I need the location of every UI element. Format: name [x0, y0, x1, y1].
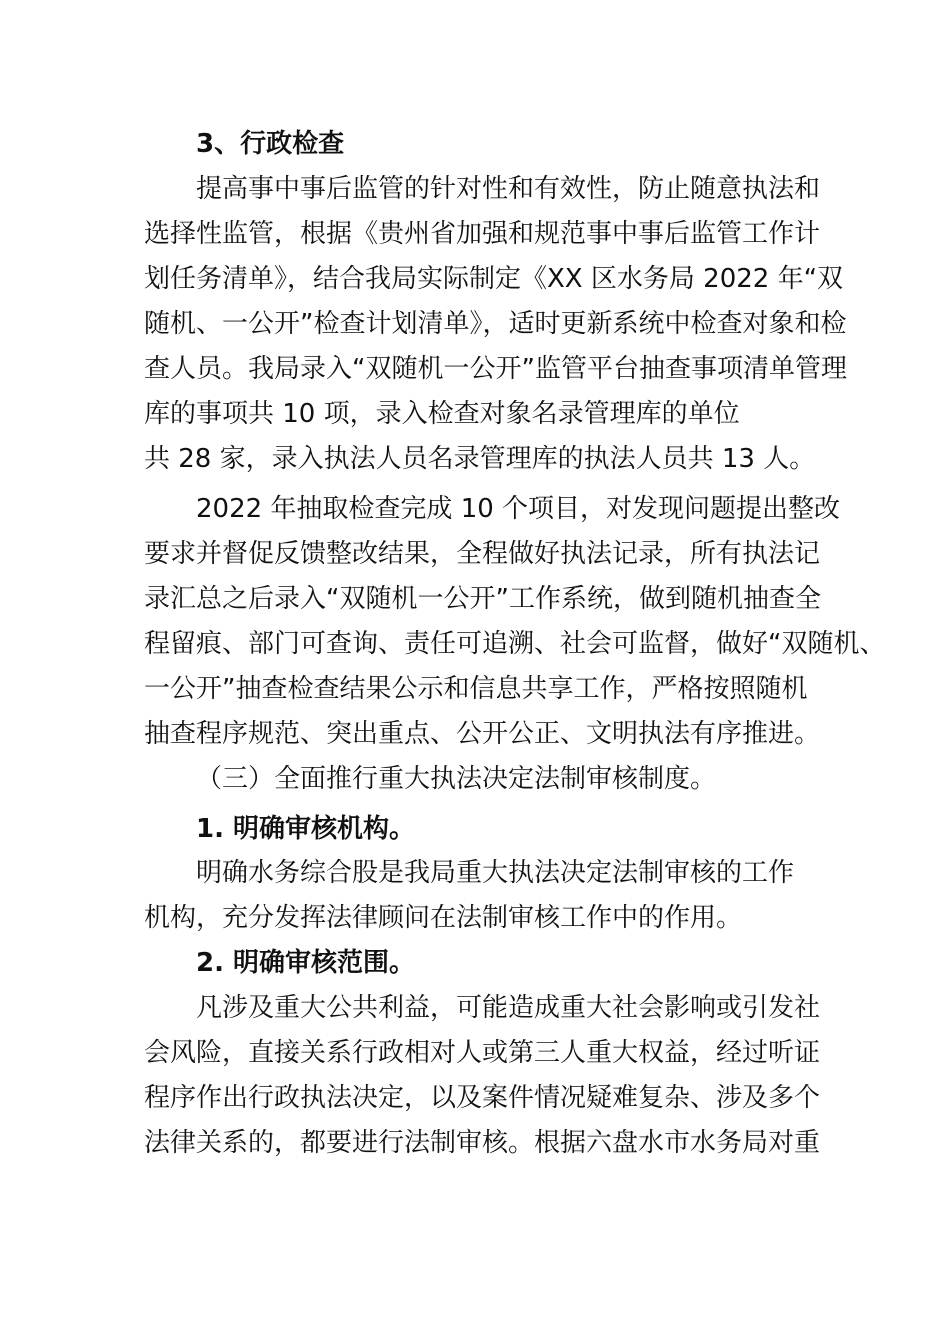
paragraph-line: 共 28 家，录入执法人员名录管理库的执法人员共 13 人。: [144, 444, 816, 474]
paragraph-line: 查人员。我局录入“双随机一公开”监管平台抽查事项清单管理: [144, 354, 847, 384]
paragraph-line: 会风险，直接关系行政相对人或第三人重大权益，经过听证: [144, 1038, 821, 1068]
paragraph-line: 库的事项共 10 项，录入检查对象名录管理库的单位: [144, 399, 740, 429]
paragraph-line: 录汇总之后录入“双随机一公开”工作系统，做到随机抽查全: [144, 584, 821, 614]
paragraph-line: 要求并督促反馈整改结果，全程做好执法记录，所有执法记: [144, 539, 821, 569]
paragraph-line: 抽查程序规范、突出重点、公开公正、文明执法有序推进。: [144, 719, 821, 749]
paragraph-line: 法律关系的，都要进行法制审核。根据六盘水市水务局对重: [144, 1128, 821, 1158]
paragraph-line: 随机、一公开”检查计划清单》，适时更新系统中检查对象和检: [144, 309, 847, 339]
section-heading-legal-review: （三）全面推行重大执法决定法制审核制度。: [196, 764, 717, 794]
paragraph-line: 机构，充分发挥法律顾问在法制审核工作中的作用。: [144, 903, 743, 933]
paragraph-line: 划任务清单》，结合我局实际制定《XX 区水务局 2022 年“双: [144, 264, 844, 294]
subheading-review-body: 1. 明确审核机构。: [196, 814, 416, 844]
heading-administrative-inspection: 3、行政检查: [196, 129, 345, 159]
paragraph-line: 明确水务综合股是我局重大执法决定法制审核的工作: [196, 858, 795, 888]
paragraph-line: 程序作出行政执法决定，以及案件情况疑难复杂、涉及多个: [144, 1083, 821, 1113]
paragraph-line: 程留痕、部门可查询、责任可追溯、社会可监督，做好“双随机、: [144, 629, 886, 659]
paragraph-line: 2022 年抽取检查完成 10 个项目，对发现问题提出整改: [196, 494, 841, 524]
subheading-review-scope: 2. 明确审核范围。: [196, 948, 416, 978]
paragraph-line: 提高事中事后监管的针对性和有效性，防止随意执法和: [196, 174, 821, 204]
paragraph-line: 凡涉及重大公共利益，可能造成重大社会影响或引发社: [196, 993, 821, 1023]
paragraph-line: 选择性监管，根据《贵州省加强和规范事中事后监管工作计: [144, 219, 821, 249]
paragraph-line: 一公开”抽查检查结果公示和信息共享工作，严格按照随机: [144, 674, 808, 704]
